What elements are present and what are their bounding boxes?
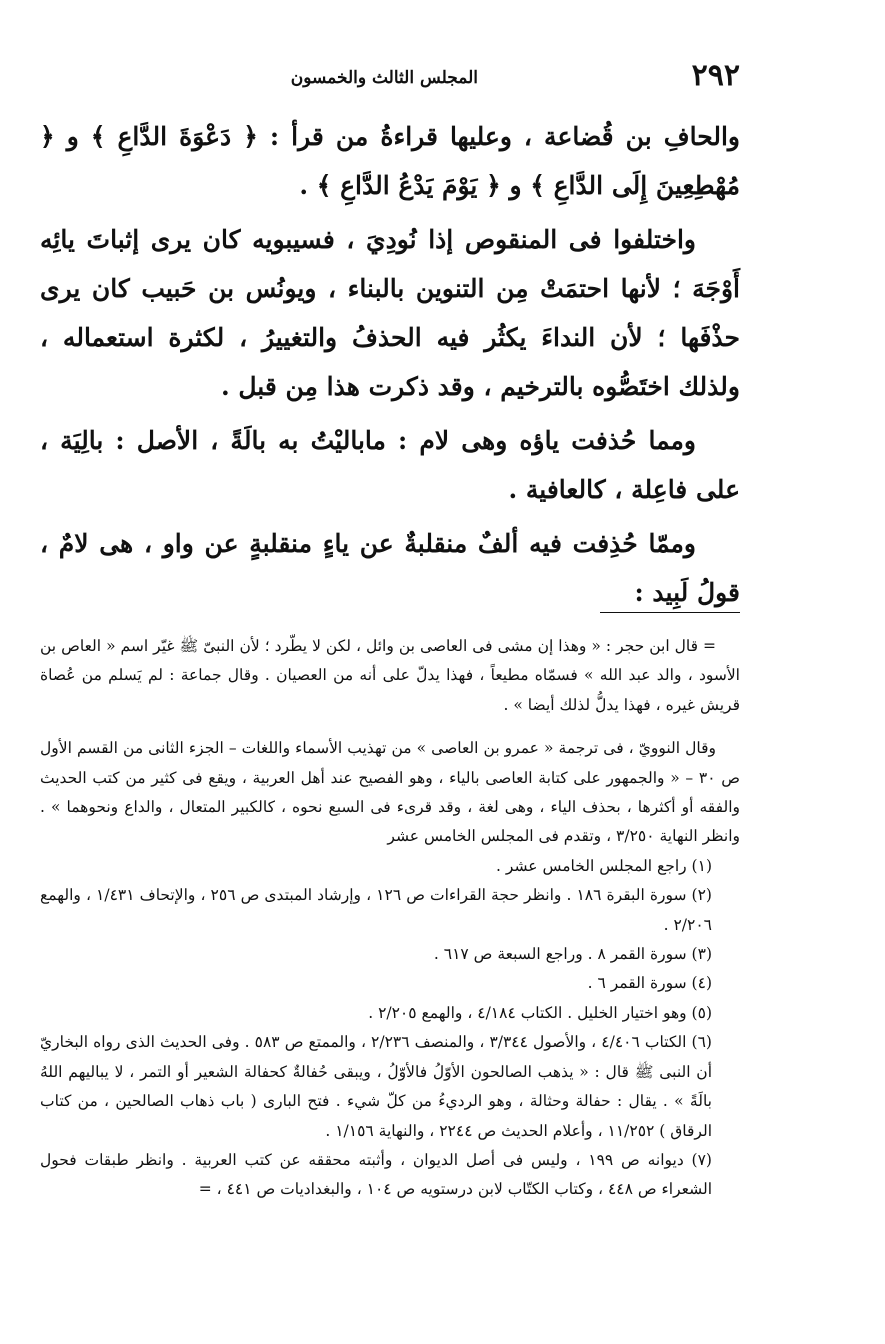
paragraph: والحافِ بن قُضاعة ، وعليها قراءةُ من قرأ : ﴿ دَعْوَةَ الدَّاعِ ﴾ و ﴿ مُهْطِعِينَ إِلَى الدَّاعِ ﴾ و ﴿ يَوْمَ يَدْعُ الدَّاعِ ﴾ . [40, 122, 740, 200]
footnote-item: (٧) ديوانه ص ١٩٩ ، وليس فى أصل الديوان ، وأثبته محققه عن كتب العربية . وانظر طبقات فحول الشعراء ص ٤٤٨ ، وكتاب الكتّاب لابن درستويه ص ١٠٤ ، والبغداديات ص ٤٤١ ، = [40, 1150, 712, 1199]
footnote-item: (٥) وهو اختيار الخليل . الكتاب ٤/١٨٤ ، والهمع ٢/٢٠٥ . [368, 1003, 712, 1022]
footnote-item: (٢) سورة البقرة ١٨٦ . وانظر حجة القراءات ص ١٢٦ ، وإرشاد المبتدى ص ٢٥٦ ، والإتحاف ١/٤٣١ ، والهمع ٢/٢٠٦ . [40, 886, 712, 934]
footnotes [40, 632, 740, 1205]
footnote-item: (٤) سورة القمر ٦ . [587, 974, 712, 993]
page-header [60, 58, 740, 98]
footnote-separator [600, 612, 740, 613]
footnote-paragraph: وقال النوويّ ، فى ترجمة « عمرو بن العاصى » من تهذيب الأسماء واللغات – الجزء الثانى من القسم الأول ص ٣٠ – « والجمهور على كتابة العاصى بالياء ، وهو الفصيح عند أهل العربية ، ويقع فى كثير من كتب الحديث والفقه أو أكثرها ، بحذف الياء ، وهى لغة ، وقد قرىء فى السبع نحوه ، كالكبير المتعال ، والداع ونحوهما » . وانظر النهاية ٣/٢٥٠ ، وتقدم فى المجلس الخامس عشر [40, 739, 740, 846]
main-text [40, 112, 740, 622]
footnote-item: (٣) سورة القمر ٨ . وراجع السبعة ص ٦١٧ . [433, 945, 712, 964]
paragraph: واختلفوا فى المنقوص إذا نُودِيَ ، فسيبويه كان يرى إثباتَ يائِه أَوْجَهَ ؛ لأنها احتمَتْ مِن التنوين بالبناء ، ويونُس بن حَبيب كان يرى حذْفَها ؛ لأن النداءَ يكثُر فيه الحذفُ والتغييرُ ، لكثرة استعماله ، ولذلك اختَصُّوه بالترخيم ، وقد ذكرت هذا مِن قبل . [40, 225, 740, 401]
footnote-item: (١) راجع المجلس الخامس عشر . [496, 856, 712, 875]
running-title: المجلس الثالث والخمسون [290, 68, 478, 88]
paragraph: ومما حُذفت ياؤه وهى لام : ماباليْتُ به بالَةً ، الأصل : بالِيَة ، على فاعِلة ، كالعافية . [40, 426, 740, 504]
paragraph: وممّا حُذِفت فيه ألفٌ منقلبةٌ عن ياءٍ منقلبةٍ عن واو ، هى لامٌ ، قولُ لَبِيد : [40, 529, 740, 607]
footnote-item: (٦) الكتاب ٤/٤٠٦ ، والأصول ٣/٣٤٤ ، والمنصف ٢/٢٣٦ ، والممتع ص ٥٨٣ . وفى الحديث الذى رواه البخاريّ أن النبى ﷺ قال : « يذهب الصالحون الأوّلُ فالأوّلُ ، ويبقى حُفالةٌ كحفالة الشعير أو التمر ، لا يباليهم اللهُ بالَةً » . يقال : حفالة وحثالة ، وهو الرديءُ من كلّ شيء . فتح البارى ( باب ذهاب الصالحين ، من كتاب الرقاق ) ١١/٢٥٢ ، وأعلام الحديث ص ٢٢٤٤ ، والنهاية ١/١٥٦ . [40, 1033, 712, 1140]
footnote-continuation: = قال ابن حجر : « وهذا إن مشى فى العاصى بن وائل ، لكن لا يطّرد ؛ لأن النبىّ ﷺ غيّر اسم « العاص بن الأسود ، والد عبد الله » فسمّاه مطيعاً ، فهذا يدلّ على أنه من العصيان . وقال جماعة : لم يَسلم من عُصاة قريش غيره ، فهذا يدلُّ لذلك أيضا » . [40, 637, 740, 714]
page-number: ٢٩٢ [691, 58, 740, 93]
